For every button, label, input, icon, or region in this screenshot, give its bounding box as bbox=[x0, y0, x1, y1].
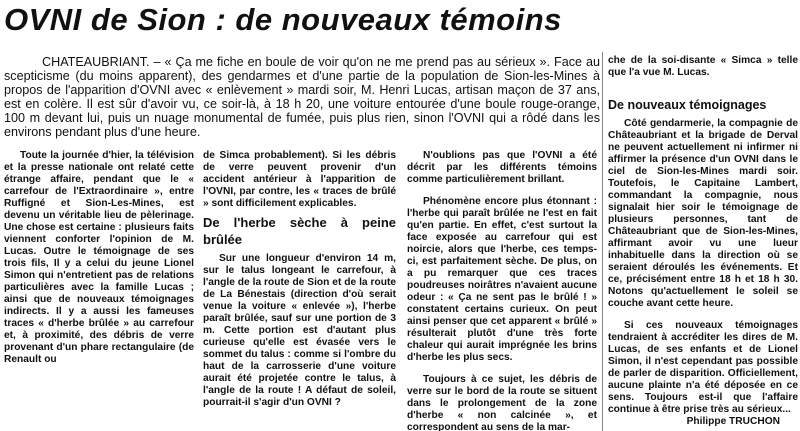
column-divider bbox=[602, 52, 603, 431]
column-2-paragraph-2: Sur une longueur d'environ 14 m, sur le talus longeant le carrefour, à l'angle de la route de Sion et de la route de La Bénestais (direction d'où serait venue la voiture « enlevée »), l'herbe paraît brûlée, sauf sur une portion de 3 m. Cette portion est d'autant plus curieuse qu'elle est évasée vers le sommet du talus : comme si l'ombre du haut de la carrosserie d'une voiture aurait été projetée contre le talus, à l'angle de la route ! A défaut de soleil, pourrait-il s'agir d'un OVNI ? bbox=[203, 253, 396, 408]
column-1 bbox=[4, 150, 194, 431]
column-4 bbox=[608, 55, 798, 431]
column-3 bbox=[407, 150, 597, 431]
subheading-herbe-seche: De l'herbe sèche à peine brûlée bbox=[203, 215, 396, 247]
subheading-nouveaux-temoignages: De nouveaux témoignages bbox=[608, 98, 767, 112]
column-4-paragraph-1: Côté gendarmerie, la compagnie de Châteaubriant et la brigade de Derval ne peuvent actuellement ni infirmer ni affirmer la présence d'un OVNI dans le ciel de Sion-les-Mines mardi soir. Toutefois, le Capitaine Lambert, commandant la compagnie, nous signalait hier soir le témoignage de plusieurs personnes, tant de Châteaubriant que de Sion-les-Mines, affirmant avoir vu une lueur inhabituelle dans la direction où se seraient déroulés les événements. Et ce, précisément entre 18 h et 18 h 30. Notons qu'actuellement le soleil se couche avant cette heure. bbox=[608, 118, 798, 309]
column-4-paragraph-0: che de la soi-disante « Simca » telle que l'a vue M. Lucas. bbox=[608, 55, 798, 78]
column-4-paragraph-2: Si ces nouveaux témoignages tendraient à accréditer les dires de M. Lucas, de ses enfants et de Lionel Simon, il n'est cependant pas possible de parler de disparition. Officiellement, aucune plainte n'a été déposée en ce sens. Toujours est-il que l'affaire continue à être prise très au sérieux... bbox=[608, 320, 798, 415]
headline: OVNI de Sion : de nouveaux témoins bbox=[4, 2, 562, 37]
column-2 bbox=[203, 150, 396, 431]
column-3-paragraph-1: N'oublions pas que l'OVNI a été décrit par les différents témoins comme particulièrement brillant. bbox=[407, 150, 597, 185]
column-2-paragraph-1: de Simca probablement). Si les débris de verre peuvent provenir d'un accident antérieur à l'apparition de l'OVNI, par contre, les « traces de brûlé » sont difficilement explicables. bbox=[203, 150, 396, 209]
lead-paragraph bbox=[4, 55, 600, 139]
lead-text: CHATEAUBRIANT. – « Ça me fiche en boule de voir qu'on ne me prend pas au sérieux ». Face au scepticisme (du moins apparent), des gendarmes et d'une partie de la population de Sion-les-Mines à propos de l'apparition d'OVNI avec « enlèvement » mardi soir, M. Henri Lucas, artisan maçon de 37 ans, est en colère. Il est sûr d'avoir vu, ce soir-là, à 18 h 20, une voiture entourée d'une boule rouge-orange, 100 m devant lui, puis un nuage monumental de fumée, puis plus rien, sinon l'OVNI qui a rôdé dans les environs pendant plus d'une heure. bbox=[4, 55, 600, 139]
column-1-paragraph: Toute la journée d'hier, la télévision et la presse nationale ont relaté cette étrange affaire, pendant que le « carrefour de l'Extraordinaire », entre Ruffigné et Sion-Les-Mines, est devenu un véritable lieu de pèlerinage. Une chose est certaine : plusieurs faits viennent conforter l'opinion de M. Lucas. Outre le témoignage de ses trois fils, Il y a celui du jeune Lionel Simon qui n'entretient pas de relations particulières avec la famille Lucas ; ainsi que de nouveaux témoignages indirects. Il y a aussi les fameuses traces « d'herbe brûlée » au carrefour et, à proximité, des débris de verre provenant d'un phare rectangulaire (de Renault ou bbox=[4, 150, 194, 365]
column-3-paragraph-3: Toujours à ce sujet, les débris de verre sur le bord de la route se situent dans le prolongement de la zone d'herbe « non calcinée », et correspondent au sens de la mar- bbox=[407, 374, 597, 431]
byline-signature: Philippe TRUCHON bbox=[686, 416, 780, 427]
column-3-paragraph-2: Phénomène encore plus étonnant : l'herbe qui paraît brûlée ne l'est en fait qu'en partie. En effet, c'est surtout la face exposée au carrefour qui est noircie, alors que l'herbe, ces temps-ci, est parfaitement sèche. De plus, on a pu remarquer que ces traces poudreuses noirâtres n'avaient aucune odeur : « Ça ne sent pas le brûlé ! » constatent certains curieux. On peut ainsi penser que cet apparent « brûlé » résulterait plutôt d'une très forte chaleur qui aurait imprégnée les brins d'herbe les plus secs. bbox=[407, 196, 597, 363]
